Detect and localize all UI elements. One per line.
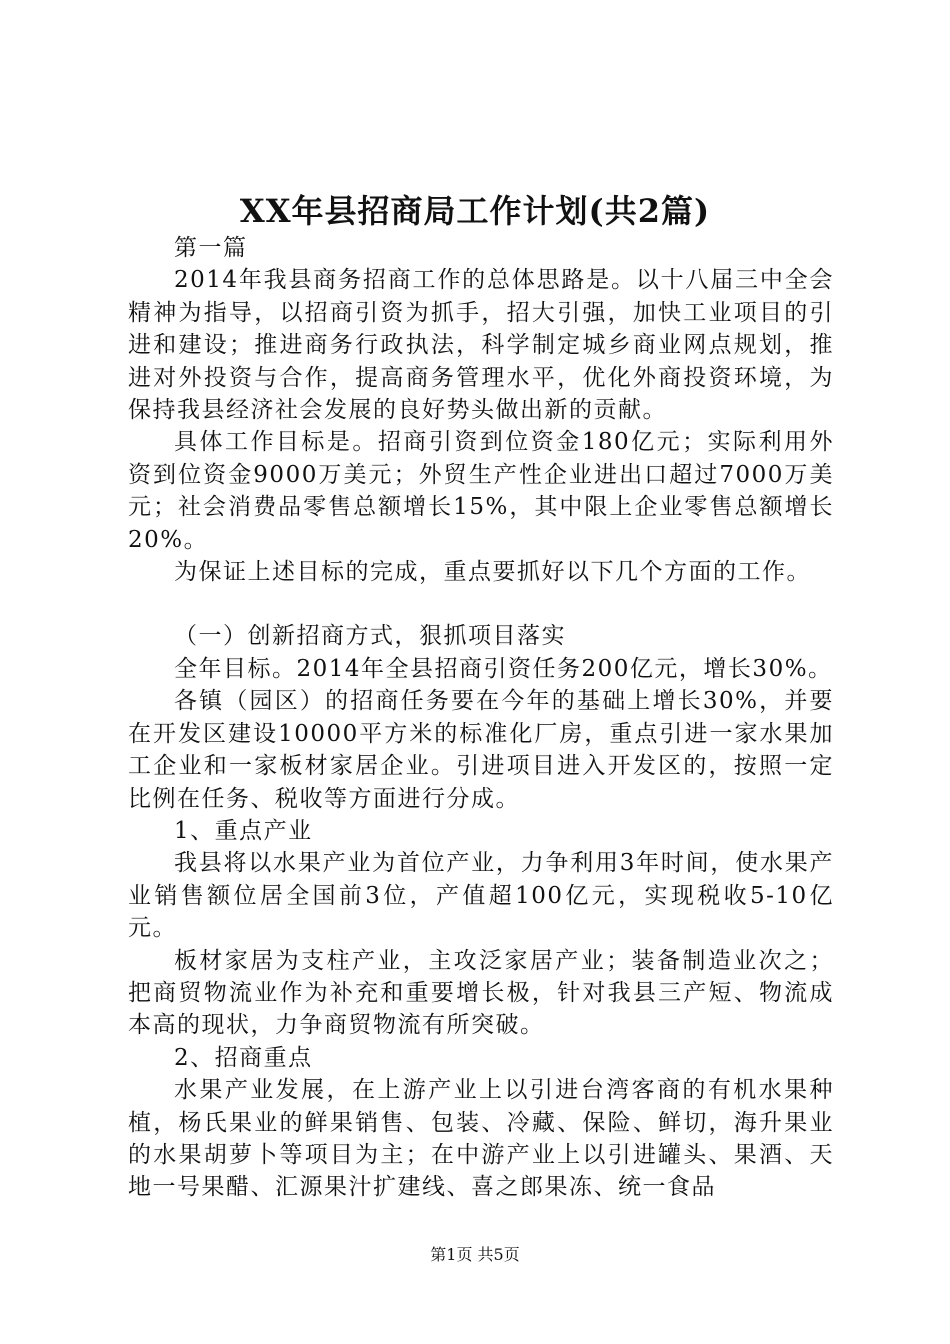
body-paragraph: 为保证上述目标的完成，重点要抓好以下几个方面的工作。	[174, 559, 811, 586]
document-title: XX年县招商局工作计划(共2篇)	[239, 192, 711, 230]
paragraph-gap	[128, 588, 834, 620]
body-paragraph: 板材家居为支柱产业，主攻泛家居产业；装备制造业次之；把商贸物流业作为补充和重要增长极，针对我县三产短、物流成本高的现状，力争商贸物流有所突破。	[128, 947, 834, 1039]
sub-heading: 1、重点产业	[174, 817, 313, 844]
sub-heading: 2、招商重点	[174, 1044, 313, 1071]
body-paragraph: 水果产业发展，在上游产业上以引进台湾客商的有机水果种植，杨氏果业的鲜果销售、包装、冷藏、保险、鲜切，海升果业的水果胡萝卜等项目为主；在中游产业上以引进罐头、果酒、天地一号果醋、汇源果汁扩建线、喜之郎果冻、统一食品	[128, 1077, 834, 1201]
section-label: 第一篇	[174, 235, 248, 261]
section-heading: （一）创新招商方式，狠抓项目落实	[174, 623, 566, 650]
document-body	[128, 232, 834, 1204]
body-paragraph: 全年目标。2014年全县招商引资任务200亿元，增长30%。	[174, 655, 833, 682]
body-paragraph: 2014年我县商务招商工作的总体思路是。以十八届三中全会精神为指导，以招商引资为抓手，招大引强，加快工业项目的引进和建设；推进商务行政执法，科学制定城乡商业网点规划，推进对外投资与合作，提高商务管理水平，优化外商投资环境，为保持我县经济社会发展的良好势头做出新的贡献。	[128, 267, 834, 424]
body-paragraph: 各镇（园区）的招商任务要在今年的基础上增长30%，并要在开发区建设10000平方米的标准化厂房，重点引进一家水果加工企业和一家板材家居企业。引进项目进入开发区的，按照一定比例在任务、税收等方面进行分成。	[128, 688, 834, 812]
body-paragraph: 我县将以水果产业为首位产业，力争利用3年时间，使水果产业销售额位居全国前3位，产值超100亿元，实现税收5-10亿元。	[128, 850, 834, 942]
page-footer: 第1页 共5页	[430, 1245, 520, 1264]
body-paragraph: 具体工作目标是。招商引资到位资金180亿元；实际利用外资到位资金9000万美元；外贸生产性企业进出口超过7000万美元；社会消费品零售总额增长15%，其中限上企业零售总额增长20%。	[128, 429, 834, 553]
